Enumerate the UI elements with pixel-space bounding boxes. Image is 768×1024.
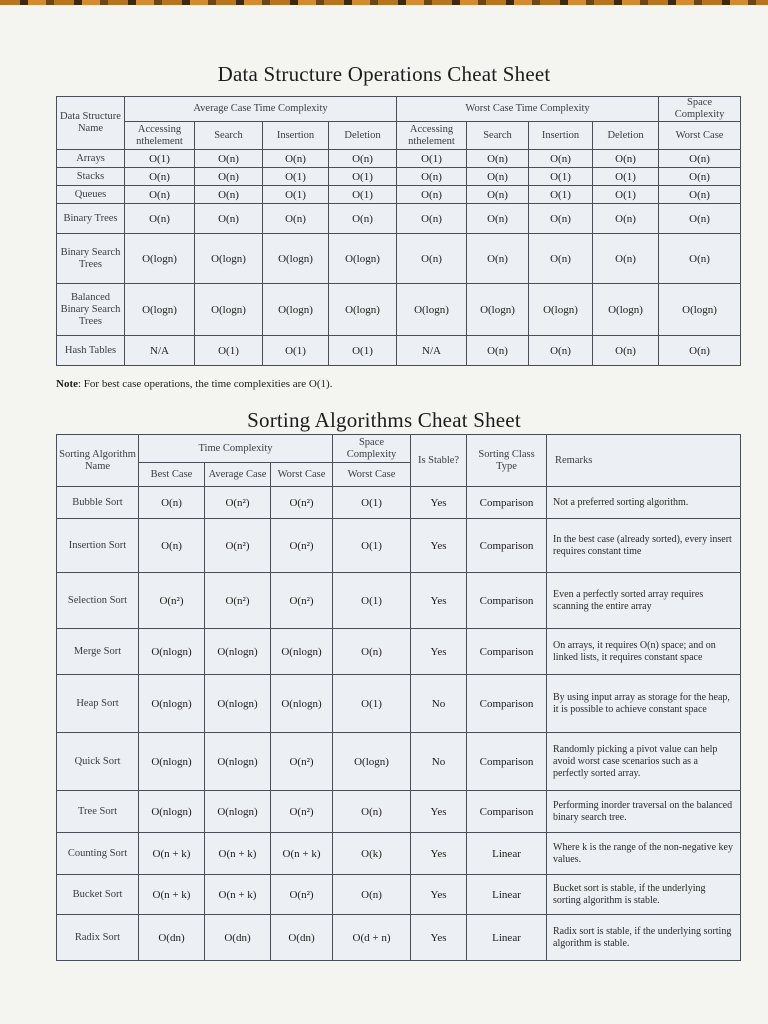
sort-type-cell: Comparison bbox=[467, 573, 547, 629]
complexity-cell: O(1) bbox=[263, 186, 329, 204]
note bbox=[56, 378, 332, 390]
row-name: Stacks bbox=[57, 168, 125, 186]
complexity-cell: O(logn) bbox=[263, 234, 329, 284]
sort-avg-cell: O(n + k) bbox=[205, 833, 271, 875]
table-row bbox=[57, 915, 741, 961]
ds-header-name: Data Structure Name bbox=[57, 97, 125, 150]
table-row bbox=[57, 186, 741, 204]
photo-edge-strip bbox=[0, 0, 768, 5]
complexity-cell: O(n) bbox=[659, 234, 741, 284]
sort-best-cell: O(dn) bbox=[139, 915, 205, 961]
sort-header-remarks: Remarks bbox=[547, 435, 741, 487]
algorithm-name: Counting Sort bbox=[57, 833, 139, 875]
sort-best-cell: O(nlogn) bbox=[139, 733, 205, 791]
sort-worst-cell: O(n²) bbox=[271, 573, 333, 629]
complexity-cell: O(n) bbox=[195, 168, 263, 186]
complexity-cell: O(logn) bbox=[593, 284, 659, 336]
table-row bbox=[57, 336, 741, 366]
sort-type-cell: Comparison bbox=[467, 519, 547, 573]
ds-header-worst: Worst Case Time Complexity bbox=[397, 97, 659, 122]
sort-space-cell: O(1) bbox=[333, 675, 411, 733]
complexity-cell: O(1) bbox=[593, 186, 659, 204]
complexity-cell: O(1) bbox=[397, 150, 467, 168]
row-name: Binary Search Trees bbox=[57, 234, 125, 284]
sort-avg-cell: O(n²) bbox=[205, 519, 271, 573]
complexity-cell: O(n) bbox=[329, 150, 397, 168]
complexity-cell: O(n) bbox=[529, 234, 593, 284]
sort-space-cell: O(n) bbox=[333, 875, 411, 915]
remark-cell: Even a perfectly sorted array requires scanning the entire array bbox=[547, 573, 741, 629]
complexity-cell: O(n) bbox=[329, 204, 397, 234]
complexity-cell: O(1) bbox=[263, 168, 329, 186]
remark-cell: Bucket sort is stable, if the underlying sorting algorithm is stable. bbox=[547, 875, 741, 915]
algorithm-name: Selection Sort bbox=[57, 573, 139, 629]
sort-type-cell: Comparison bbox=[467, 629, 547, 675]
complexity-cell: O(1) bbox=[125, 150, 195, 168]
complexity-cell: N/A bbox=[397, 336, 467, 366]
sort-worst-cell: O(nlogn) bbox=[271, 675, 333, 733]
complexity-cell: O(n) bbox=[195, 204, 263, 234]
row-name: Binary Trees bbox=[57, 204, 125, 234]
row-name: Balanced Binary Search Trees bbox=[57, 284, 125, 336]
complexity-cell: O(logn) bbox=[529, 284, 593, 336]
sort-space-cell: O(n) bbox=[333, 629, 411, 675]
sort-type-cell: Linear bbox=[467, 875, 547, 915]
complexity-cell: O(n) bbox=[593, 204, 659, 234]
complexity-cell: O(logn) bbox=[125, 234, 195, 284]
row-name: Arrays bbox=[57, 150, 125, 168]
sort-type-cell: Comparison bbox=[467, 675, 547, 733]
complexity-cell: O(n) bbox=[529, 150, 593, 168]
sort-space-cell: O(1) bbox=[333, 487, 411, 519]
algorithm-name: Radix Sort bbox=[57, 915, 139, 961]
complexity-cell: O(n) bbox=[659, 186, 741, 204]
row-name: Hash Tables bbox=[57, 336, 125, 366]
sort-worst-cell: O(n²) bbox=[271, 791, 333, 833]
ds-col-header: Insertion bbox=[529, 122, 593, 150]
sort-title: Sorting Algorithms Cheat Sheet bbox=[247, 408, 521, 432]
complexity-cell: O(n) bbox=[467, 336, 529, 366]
sort-avg-cell: O(n + k) bbox=[205, 875, 271, 915]
complexity-cell: O(logn) bbox=[263, 284, 329, 336]
complexity-cell: O(n) bbox=[263, 150, 329, 168]
sort-best-cell: O(n) bbox=[139, 519, 205, 573]
sort-worst-cell: O(n + k) bbox=[271, 833, 333, 875]
sort-header-class-type: Sorting Class Type bbox=[467, 435, 547, 487]
remark-cell: On arrays, it requires O(n) space; and on linked lists, it requires constant space bbox=[547, 629, 741, 675]
ds-col-header: Accessing nthelement bbox=[397, 122, 467, 150]
sort-type-cell: Linear bbox=[467, 833, 547, 875]
sort-header-stable: Is Stable? bbox=[411, 435, 467, 487]
complexity-cell: O(n) bbox=[467, 168, 529, 186]
table-row bbox=[57, 875, 741, 915]
table-row bbox=[57, 733, 741, 791]
sort-header-best: Best Case bbox=[139, 463, 205, 487]
sort-avg-cell: O(nlogn) bbox=[205, 629, 271, 675]
complexity-cell: O(1) bbox=[593, 168, 659, 186]
sort-best-cell: O(n + k) bbox=[139, 875, 205, 915]
sort-header-time: Time Complexity bbox=[139, 435, 333, 463]
sort-stable-cell: Yes bbox=[411, 629, 467, 675]
complexity-cell: O(n) bbox=[593, 150, 659, 168]
complexity-cell: O(n) bbox=[593, 336, 659, 366]
sort-avg-cell: O(nlogn) bbox=[205, 733, 271, 791]
sort-space-cell: O(d + n) bbox=[333, 915, 411, 961]
remark-cell: Randomly picking a pivot value can help avoid worst case scenarios such as a perfectly sorted array. bbox=[547, 733, 741, 791]
complexity-cell: O(n) bbox=[195, 150, 263, 168]
sort-stable-cell: Yes bbox=[411, 833, 467, 875]
sort-space-cell: O(1) bbox=[333, 573, 411, 629]
sort-header-space: Space Complexity bbox=[333, 435, 411, 463]
complexity-cell: O(n) bbox=[529, 204, 593, 234]
ds-header-average: Average Case Time Complexity bbox=[125, 97, 397, 122]
sort-best-cell: O(nlogn) bbox=[139, 629, 205, 675]
ds-col-header: Accessing nthelement bbox=[125, 122, 195, 150]
algorithm-name: Merge Sort bbox=[57, 629, 139, 675]
sort-worst-cell: O(dn) bbox=[271, 915, 333, 961]
sort-worst-cell: O(n²) bbox=[271, 875, 333, 915]
complexity-cell: O(1) bbox=[329, 186, 397, 204]
sort-stable-cell: Yes bbox=[411, 915, 467, 961]
complexity-cell: O(logn) bbox=[125, 284, 195, 336]
sort-best-cell: O(n) bbox=[139, 487, 205, 519]
complexity-cell: O(logn) bbox=[397, 284, 467, 336]
complexity-cell: O(1) bbox=[263, 336, 329, 366]
complexity-cell: O(logn) bbox=[467, 284, 529, 336]
sort-space-cell: O(n) bbox=[333, 791, 411, 833]
remark-cell: Radix sort is stable, if the underlying sorting algorithm is stable. bbox=[547, 915, 741, 961]
table-row bbox=[57, 284, 741, 336]
algorithm-name: Bubble Sort bbox=[57, 487, 139, 519]
complexity-cell: O(1) bbox=[529, 186, 593, 204]
ds-header-space: Space Complexity bbox=[659, 97, 741, 122]
complexity-cell: O(logn) bbox=[329, 234, 397, 284]
complexity-cell: O(logn) bbox=[329, 284, 397, 336]
sort-worst-cell: O(n²) bbox=[271, 487, 333, 519]
row-name: Queues bbox=[57, 186, 125, 204]
sort-space-cell: O(logn) bbox=[333, 733, 411, 791]
ds-col-header: Insertion bbox=[263, 122, 329, 150]
sort-space-cell: O(1) bbox=[333, 519, 411, 573]
table-row bbox=[57, 629, 741, 675]
table-row bbox=[57, 150, 741, 168]
ds-col-header: Search bbox=[195, 122, 263, 150]
complexity-cell: O(1) bbox=[329, 168, 397, 186]
sort-avg-cell: O(n²) bbox=[205, 573, 271, 629]
complexity-cell: O(n) bbox=[659, 168, 741, 186]
table-row bbox=[57, 487, 741, 519]
sort-stable-cell: No bbox=[411, 733, 467, 791]
complexity-cell: O(logn) bbox=[195, 284, 263, 336]
sort-best-cell: O(n²) bbox=[139, 573, 205, 629]
complexity-cell: O(n) bbox=[263, 204, 329, 234]
complexity-cell: O(n) bbox=[125, 168, 195, 186]
sort-avg-cell: O(nlogn) bbox=[205, 791, 271, 833]
algorithm-name: Quick Sort bbox=[57, 733, 139, 791]
sort-header-average: Average Case bbox=[205, 463, 271, 487]
sort-stable-cell: Yes bbox=[411, 487, 467, 519]
sort-best-cell: O(nlogn) bbox=[139, 675, 205, 733]
table-row bbox=[57, 833, 741, 875]
sort-best-cell: O(nlogn) bbox=[139, 791, 205, 833]
sort-type-cell: Linear bbox=[467, 915, 547, 961]
complexity-cell: O(n) bbox=[397, 168, 467, 186]
complexity-cell: O(n) bbox=[125, 186, 195, 204]
table-row bbox=[57, 573, 741, 629]
sort-worst-cell: O(nlogn) bbox=[271, 629, 333, 675]
sort-type-cell: Comparison bbox=[467, 733, 547, 791]
complexity-cell: O(n) bbox=[397, 204, 467, 234]
complexity-cell: O(logn) bbox=[195, 234, 263, 284]
complexity-cell: O(n) bbox=[397, 186, 467, 204]
table-row bbox=[57, 675, 741, 733]
data-structure-table bbox=[56, 96, 741, 366]
note-label: Note bbox=[56, 378, 78, 390]
complexity-cell: O(1) bbox=[329, 336, 397, 366]
sort-header-worst: Worst Case bbox=[271, 463, 333, 487]
sort-stable-cell: Yes bbox=[411, 519, 467, 573]
table-row bbox=[57, 519, 741, 573]
table-row bbox=[57, 791, 741, 833]
algorithm-name: Heap Sort bbox=[57, 675, 139, 733]
ds-col-header: Search bbox=[467, 122, 529, 150]
sort-avg-cell: O(n²) bbox=[205, 487, 271, 519]
note-text: : For best case operations, the time complexities are O(1). bbox=[78, 378, 333, 390]
complexity-cell: O(1) bbox=[529, 168, 593, 186]
ds-title: Data Structure Operations Cheat Sheet bbox=[217, 62, 551, 86]
complexity-cell: O(n) bbox=[467, 204, 529, 234]
ds-header-worst-case: Worst Case bbox=[659, 122, 741, 150]
remark-cell: In the best case (already sorted), every insert requires constant time bbox=[547, 519, 741, 573]
sort-type-cell: Comparison bbox=[467, 791, 547, 833]
complexity-cell: O(logn) bbox=[659, 284, 741, 336]
complexity-cell: O(n) bbox=[467, 234, 529, 284]
complexity-cell: O(n) bbox=[125, 204, 195, 234]
complexity-cell: O(n) bbox=[467, 150, 529, 168]
sort-stable-cell: Yes bbox=[411, 791, 467, 833]
sort-best-cell: O(n + k) bbox=[139, 833, 205, 875]
remark-cell: By using input array as storage for the heap, it is possible to achieve constant space bbox=[547, 675, 741, 733]
sort-stable-cell: Yes bbox=[411, 573, 467, 629]
algorithm-name: Bucket Sort bbox=[57, 875, 139, 915]
complexity-cell: O(n) bbox=[659, 336, 741, 366]
sort-avg-cell: O(dn) bbox=[205, 915, 271, 961]
complexity-cell: O(n) bbox=[593, 234, 659, 284]
table-row bbox=[57, 234, 741, 284]
algorithm-name: Insertion Sort bbox=[57, 519, 139, 573]
remark-cell: Performing inorder traversal on the balanced binary search tree. bbox=[547, 791, 741, 833]
table-row bbox=[57, 204, 741, 234]
complexity-cell: O(n) bbox=[397, 234, 467, 284]
sort-avg-cell: O(nlogn) bbox=[205, 675, 271, 733]
sort-type-cell: Comparison bbox=[467, 487, 547, 519]
sort-header-name: Sorting Algorithm Name bbox=[57, 435, 139, 487]
complexity-cell: O(1) bbox=[195, 336, 263, 366]
remark-cell: Where k is the range of the non-negative key values. bbox=[547, 833, 741, 875]
sort-stable-cell: No bbox=[411, 675, 467, 733]
sort-space-cell: O(k) bbox=[333, 833, 411, 875]
complexity-cell: O(n) bbox=[659, 150, 741, 168]
table-row bbox=[57, 168, 741, 186]
sort-worst-cell: O(n²) bbox=[271, 733, 333, 791]
sorting-table bbox=[56, 434, 741, 961]
remark-cell: Not a preferred sorting algorithm. bbox=[547, 487, 741, 519]
complexity-cell: N/A bbox=[125, 336, 195, 366]
complexity-cell: O(n) bbox=[529, 336, 593, 366]
complexity-cell: O(n) bbox=[467, 186, 529, 204]
sort-stable-cell: Yes bbox=[411, 875, 467, 915]
algorithm-name: Tree Sort bbox=[57, 791, 139, 833]
ds-col-header: Deletion bbox=[593, 122, 659, 150]
ds-col-header: Deletion bbox=[329, 122, 397, 150]
sort-worst-cell: O(n²) bbox=[271, 519, 333, 573]
complexity-cell: O(n) bbox=[659, 204, 741, 234]
complexity-cell: O(n) bbox=[195, 186, 263, 204]
sort-header-space-worst: Worst Case bbox=[333, 463, 411, 487]
